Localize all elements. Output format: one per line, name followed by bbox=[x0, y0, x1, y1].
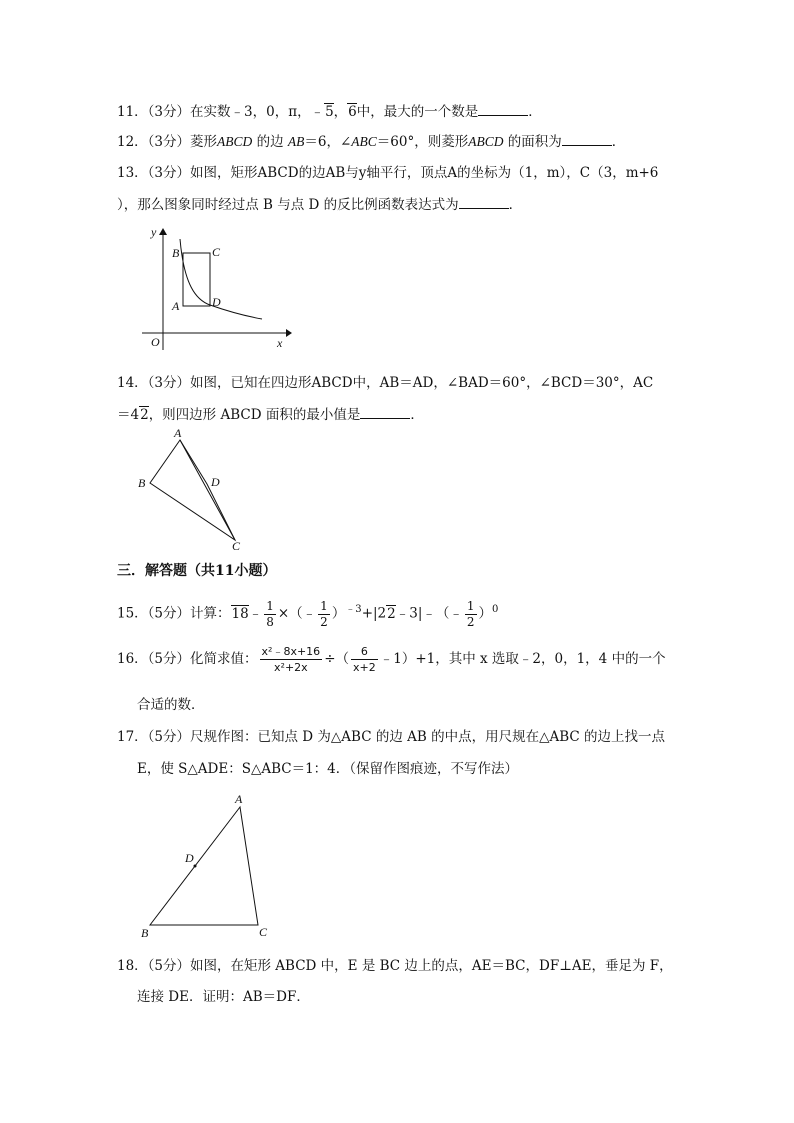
sqrt-5: 5 bbox=[325, 104, 334, 120]
fraction-one-half: $\frac{1}{2}$ bbox=[320, 598, 328, 629]
question-18-line2: 连接 DE．证明：AB＝DF． bbox=[137, 989, 310, 1005]
sqrt-6: 6 bbox=[348, 104, 357, 120]
sqrt-2: 2 bbox=[387, 605, 396, 622]
question-14-line1: 14．（3分）如图，已知在四边形ABCD中，AB＝AD，∠BAD＝60°，∠BCD＝30°，AC bbox=[117, 375, 654, 391]
label-x: x bbox=[277, 336, 283, 350]
label-d: D bbox=[185, 851, 194, 865]
question-17-line2: E，使 S△ADE：S△ABC＝1：4．（保留作图痕迹，不写作法） bbox=[137, 761, 519, 777]
label-c: C bbox=[232, 539, 241, 553]
label-a: A bbox=[172, 299, 180, 313]
label-d: D bbox=[211, 475, 220, 489]
question-16-line2: 合适的数． bbox=[137, 697, 205, 713]
fraction-one-eighth: $\frac{1}{8}$ bbox=[266, 598, 274, 629]
answer-blank bbox=[562, 133, 612, 146]
section-title: 三．解答题（共11小题） bbox=[117, 563, 277, 579]
label-b: B bbox=[138, 476, 146, 490]
x-axis-arrow bbox=[286, 329, 292, 337]
label-a: A bbox=[174, 426, 182, 440]
label-c: C bbox=[259, 925, 268, 939]
answer-blank bbox=[478, 103, 528, 116]
rectangle-abcd bbox=[183, 253, 210, 306]
inverse-function-curve bbox=[180, 239, 262, 319]
answer-blank bbox=[360, 406, 410, 419]
triangle-abc bbox=[150, 807, 258, 925]
fraction-algebraic: $\frac{\text{x²﹣8x+16}}{\text{x²+2x}}$ bbox=[261, 645, 321, 674]
label-y: y bbox=[151, 225, 157, 239]
sqrt-2: 2 bbox=[140, 407, 149, 423]
diagonal-ac bbox=[180, 440, 235, 540]
label-d: D bbox=[212, 295, 221, 309]
sqrt-18: 18 bbox=[231, 605, 249, 622]
quadrilateral-abcd bbox=[150, 440, 235, 540]
figure-13-graph bbox=[140, 225, 295, 350]
answer-blank bbox=[459, 196, 509, 209]
label-b: B bbox=[141, 926, 149, 940]
fraction-one-half: $\frac{1}{2}$ bbox=[466, 598, 475, 629]
question-17-line1: 17．（5分）尺规作图：已知点 D 为△ABC 的边 AB 的中点，用尺规在△ABC 的边上找一点 bbox=[117, 729, 666, 745]
label-b: B bbox=[172, 246, 180, 260]
question-18-line1: 18．（5分）如图，在矩形 ABCD 中，E 是 BC 边上的点，AE＝BC，DF⊥AE，垂足为 F， bbox=[117, 958, 673, 974]
label-a: A bbox=[235, 792, 243, 806]
label-o: O bbox=[151, 335, 160, 349]
question-15: 15．（5分）计算：18﹣ $\frac{1}{8}$ ×（﹣ $\frac{1}{2}$ ）$^{﹣3}$+|22﹣3|﹣（﹣ $\frac{1}{2}$ ）$^0$ bbox=[117, 598, 499, 629]
question-11: 11．（3分）在实数﹣3，0，π，﹣5，6中，最大的一个数是 ． bbox=[117, 104, 542, 120]
label-c: C bbox=[212, 245, 221, 259]
question-14-line2: ＝42，则四边形 ABCD 面积的最小值是 ． bbox=[117, 407, 424, 423]
fraction-six-over-x-plus-2: $\frac{6}{x+2}$ bbox=[353, 645, 376, 674]
figure-17-triangle bbox=[138, 790, 278, 940]
question-16-line1: 16．（5分）化简求值： $\frac{\text{x²﹣8x+16}}{\text{x²+2x}}$ ÷（ $\frac{6}{x+2}$ ﹣1）+1，其中 x 选取﹣2，0，1，4 中的一个 bbox=[117, 645, 666, 674]
point-d bbox=[194, 865, 197, 868]
y-axis-arrow bbox=[159, 228, 167, 235]
question-12: 12．（3分）菱形ABCD 的边 AB＝6，∠ABC＝60°，则菱形ABCD 的面积为 ． bbox=[117, 134, 626, 150]
figure-14-quadrilateral bbox=[135, 428, 255, 553]
question-13-line2: ），那么图象同时经过点 B 与点 D 的反比例函数表达式为 ． bbox=[117, 197, 523, 213]
question-13-line1: 13．（3分）如图，矩形ABCD的边AB与y轴平行，顶点A的坐标为（1，m），C（3，m+6 bbox=[117, 165, 659, 181]
